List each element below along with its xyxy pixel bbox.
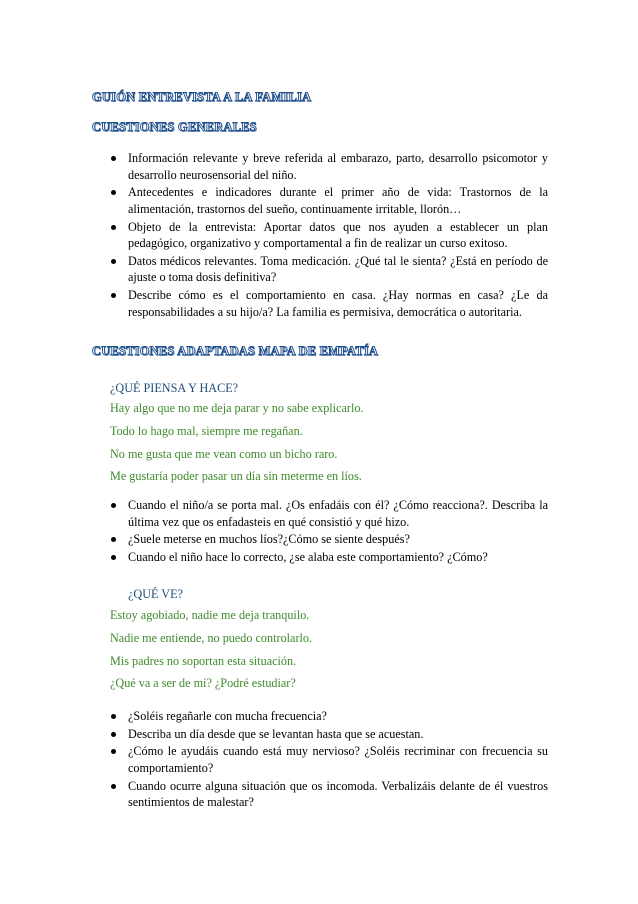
document-title: GUIÓN ENTREVISTA A LA FAMILIA: [92, 90, 312, 104]
answer-line: Todo lo hago mal, siempre me regañan.: [110, 423, 303, 438]
answer-line: Mis padres no soportan esta situación.: [110, 653, 297, 668]
list-item: Cuando ocurre alguna situación que os incomoda. Verbalizáis delante de él vuestros sentimientos de malestar?: [110, 778, 548, 811]
list-item: Objeto de la entrevista: Aportar datos que nos ayuden a establecer un plan pedagógico, organizativo y comportamental a fin de realizar un curso exitoso.: [110, 219, 548, 252]
section-heading-empathy-map: CUESTIONES ADAPTADAS MAPA DE EMPATÍA: [92, 344, 379, 358]
list-item: Antecedentes e indicadores durante el primer año de vida: Trastornos de la alimentación, trastornos del sueño, continuamente irritable, llorón…: [110, 184, 548, 217]
list-item: Cuando el niño/a se porta mal. ¿Os enfadáis con él? ¿Cómo reacciona?. Describa la última vez que os enfadasteis en qué consistió y qué hizo.: [110, 497, 548, 530]
answer-line: Nadie me entiende, no puedo controlarlo.: [110, 630, 313, 645]
section-heading-general: CUESTIONES GENERALES: [92, 120, 257, 134]
list-item: ¿Suele meterse en muchos líos?¿Cómo se siente después?: [110, 531, 548, 548]
list-item: ¿Soléis regañarle con mucha frecuencia?: [110, 708, 548, 725]
list-item: Datos médicos relevantes. Toma medicación. ¿Qué tal le sienta? ¿Está en período de ajuste o toma dosis definitiva?: [110, 253, 548, 286]
answer-line: Me gustaría poder pasar un día sin meterme en líos.: [110, 469, 362, 484]
sees-questions-list: [110, 708, 548, 812]
answer-line: Estoy agobiado, nadie me deja tranquilo.: [110, 608, 310, 622]
thinks-does-questions-list: [110, 497, 548, 567]
list-item: Describa un día desde que se levantan hasta que se acuestan.: [110, 726, 548, 743]
answer-line: Hay algo que no me deja parar y no sabe explicarlo.: [110, 401, 364, 415]
answer-line: No me gusta que me vean como un bicho raro.: [110, 446, 338, 461]
list-item: Cuando el niño hace lo correcto, ¿se alaba este comportamiento? ¿Cómo?: [110, 549, 548, 566]
question-heading-sees: ¿QUÉ VE?: [128, 587, 183, 601]
answer-line: ¿Qué va a ser de mí? ¿Podré estudiar?: [110, 676, 296, 691]
list-item: Información relevante y breve referida al embarazo, parto, desarrollo psicomotor y desarrollo neurosensorial del niño.: [110, 150, 548, 183]
general-questions-list: [110, 150, 548, 321]
answers-sees: [110, 607, 312, 698]
list-item: Describe cómo es el comportamiento en casa. ¿Hay normas en casa? ¿Le da responsabilidades a su hijo/a? La familia es permisiva, democrática o autoritaria.: [110, 287, 548, 320]
question-heading-thinks-does: ¿QUÉ PIENSA Y HACE?: [110, 381, 239, 395]
list-item: ¿Cómo le ayudáis cuando está muy nervioso? ¿Soléis recriminar con frecuencia su comportamiento?: [110, 743, 548, 776]
answers-thinks-does: [110, 400, 363, 491]
